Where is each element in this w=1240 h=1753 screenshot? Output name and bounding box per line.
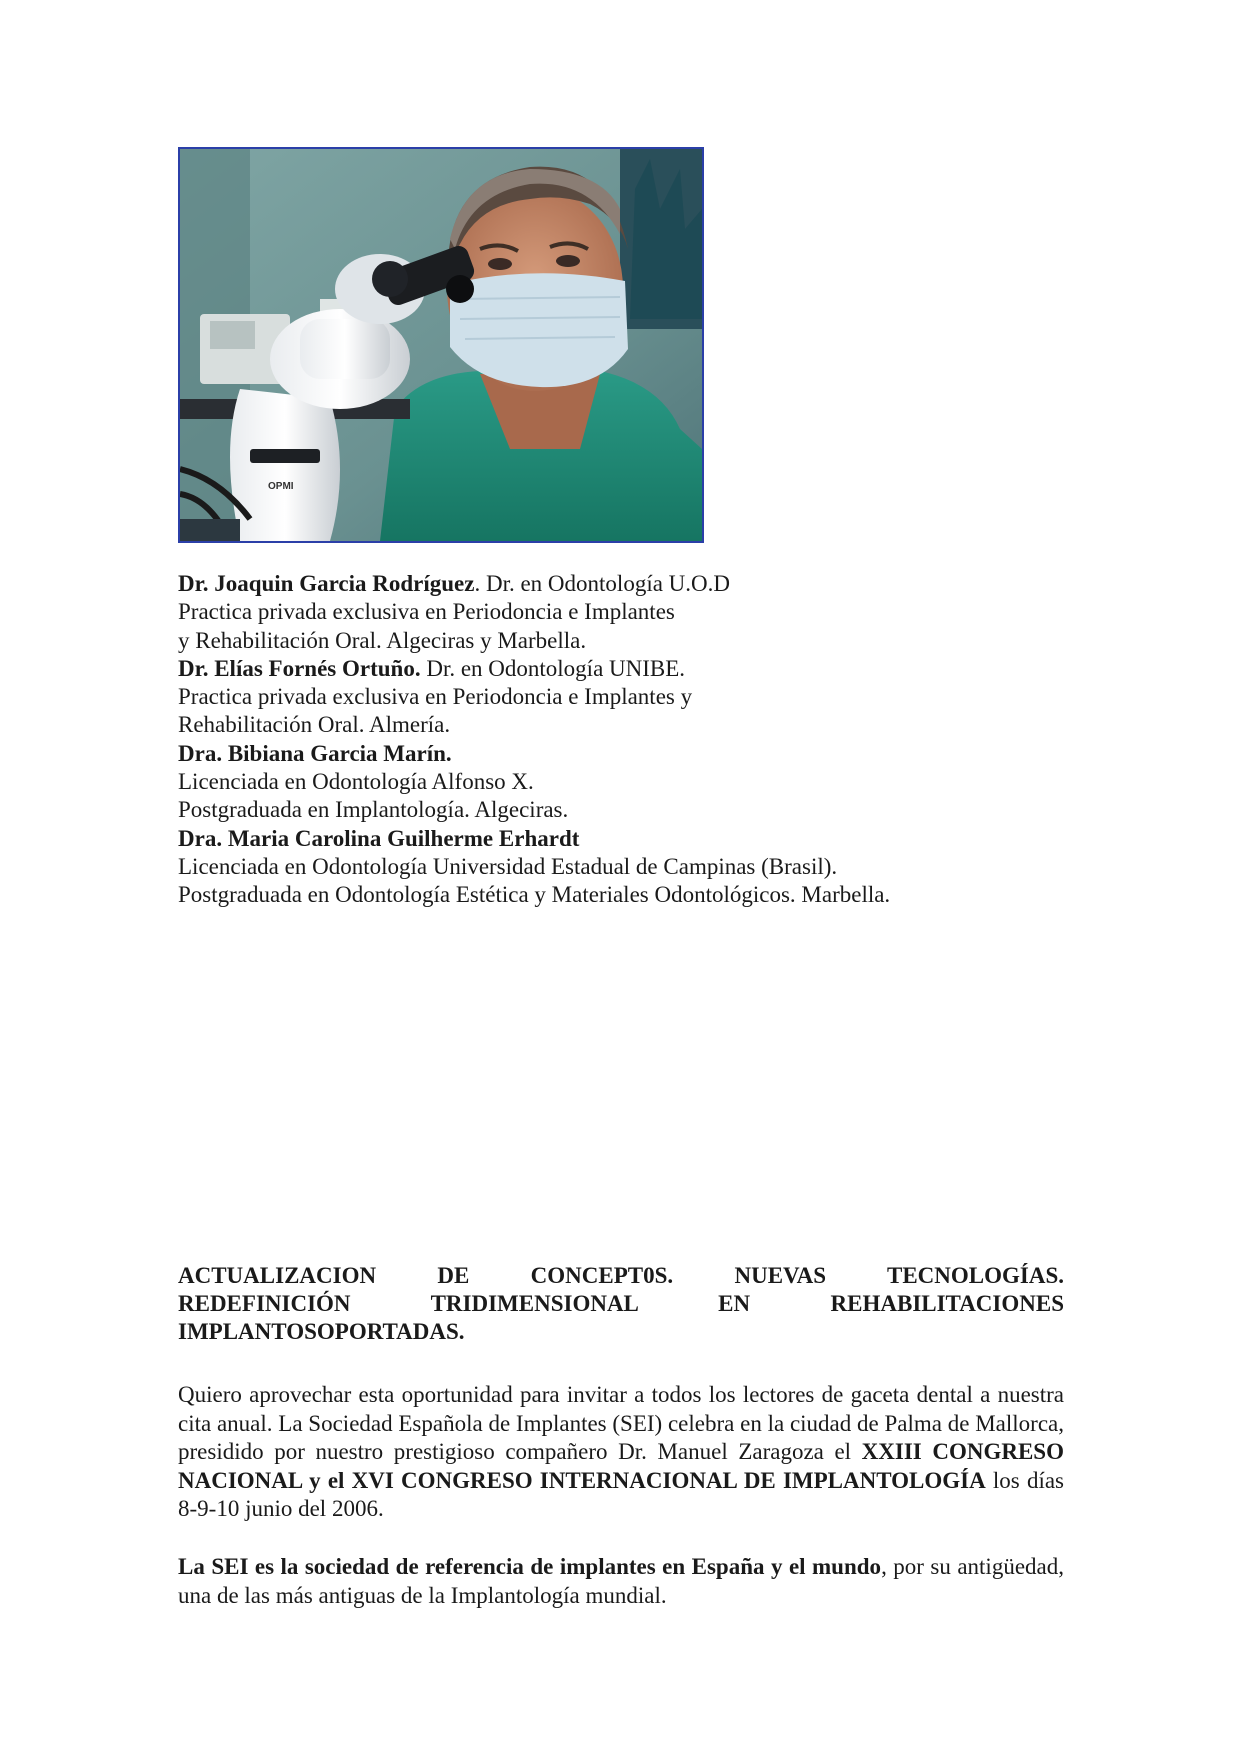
- credit-line: [178, 740, 1078, 768]
- credit-detail: Postgraduada en Implantología. Algeciras.: [178, 797, 569, 823]
- paragraph-text: los días 8-9-10 junio del 2006.: [178, 1467, 1064, 1521]
- credit-detail: Licenciada en Odontología Universidad Estadual de Campinas (Brasil).: [178, 853, 838, 879]
- credit-name: Dr. Joaquin Garcia Rodríguez: [178, 571, 475, 596]
- article-title-line: IMPLANTOSOPORTADAS.: [178, 1319, 465, 1344]
- credit-line: [178, 768, 1078, 796]
- credit-detail: Licenciada en Odontología Alfonso X.: [178, 769, 534, 795]
- credit-line: [178, 825, 1078, 853]
- credit-detail: . Dr. en Odontología U.O.D: [474, 571, 730, 596]
- credit-line: [178, 598, 1078, 626]
- credit-line: [178, 881, 1078, 909]
- credit-line: [178, 853, 1078, 881]
- article-title-line: REDEFINICIÓN TRIDIMENSIONAL EN REHABILITACIONES: [178, 1291, 1064, 1316]
- credit-detail: Postgraduada en Odontología Estética y Materiales Odontológicos. Marbella.: [178, 882, 891, 908]
- microscope-label: OPMI: [268, 481, 294, 492]
- credit-line: [178, 655, 1078, 683]
- sei-statement: La SEI es la sociedad de referencia de implantes en España y el mundo: [178, 1554, 882, 1579]
- author-credits: [178, 570, 1078, 910]
- credit-detail: Practica privada exclusiva en Periodoncia e Implantes: [178, 599, 675, 625]
- credit-line: [178, 570, 1078, 598]
- article-paragraph-2: [178, 1553, 1064, 1610]
- credit-detail: Rehabilitación Oral. Almería.: [178, 712, 451, 738]
- credit-detail: Practica privada exclusiva en Periodoncia e Implantes y: [178, 684, 693, 710]
- credit-detail: y Rehabilitación Oral. Algeciras y Marbella.: [178, 627, 587, 653]
- paragraph-text: Quiero aprovechar esta oportunidad para invitar a todos los lectores de gaceta dental a nuestra cita anual. La Sociedad Española de Implantes (SEI) celebra en la ciudad de Palma de Mallorca, presidido por nuestro prestigioso compañero Dr. Manuel Zaragoza el: [178, 1382, 1064, 1464]
- article-title: [178, 1262, 1064, 1346]
- credit-line: [178, 796, 1078, 824]
- credit-name: Dra. Bibiana Garcia Marín.: [178, 740, 452, 766]
- credit-name: Dra. Maria Carolina Guilherme Erhardt: [178, 825, 580, 851]
- article-paragraph-1: [178, 1381, 1064, 1524]
- article-title-line: ACTUALIZACION DE CONCEPT0S. NUEVAS TECNOLOGÍAS.: [178, 1263, 1064, 1288]
- credit-detail: Dr. en Odontología UNIBE.: [420, 655, 686, 681]
- congress-name: XXIII CONGRESO NACIONAL y el XVI CONGRESO INTERNACIONAL DE IMPLANTOLOGÍA: [178, 1439, 1064, 1493]
- credit-line: [178, 627, 1078, 655]
- paragraph-text: , por su antigüedad, una de las más antiguas de la Implantología mundial.: [178, 1554, 1064, 1608]
- doctor-photo: [178, 147, 704, 543]
- credit-name: Dr. Elías Fornés Ortuño.: [178, 655, 421, 681]
- credit-line: [178, 683, 1078, 711]
- credit-line: [178, 711, 1078, 739]
